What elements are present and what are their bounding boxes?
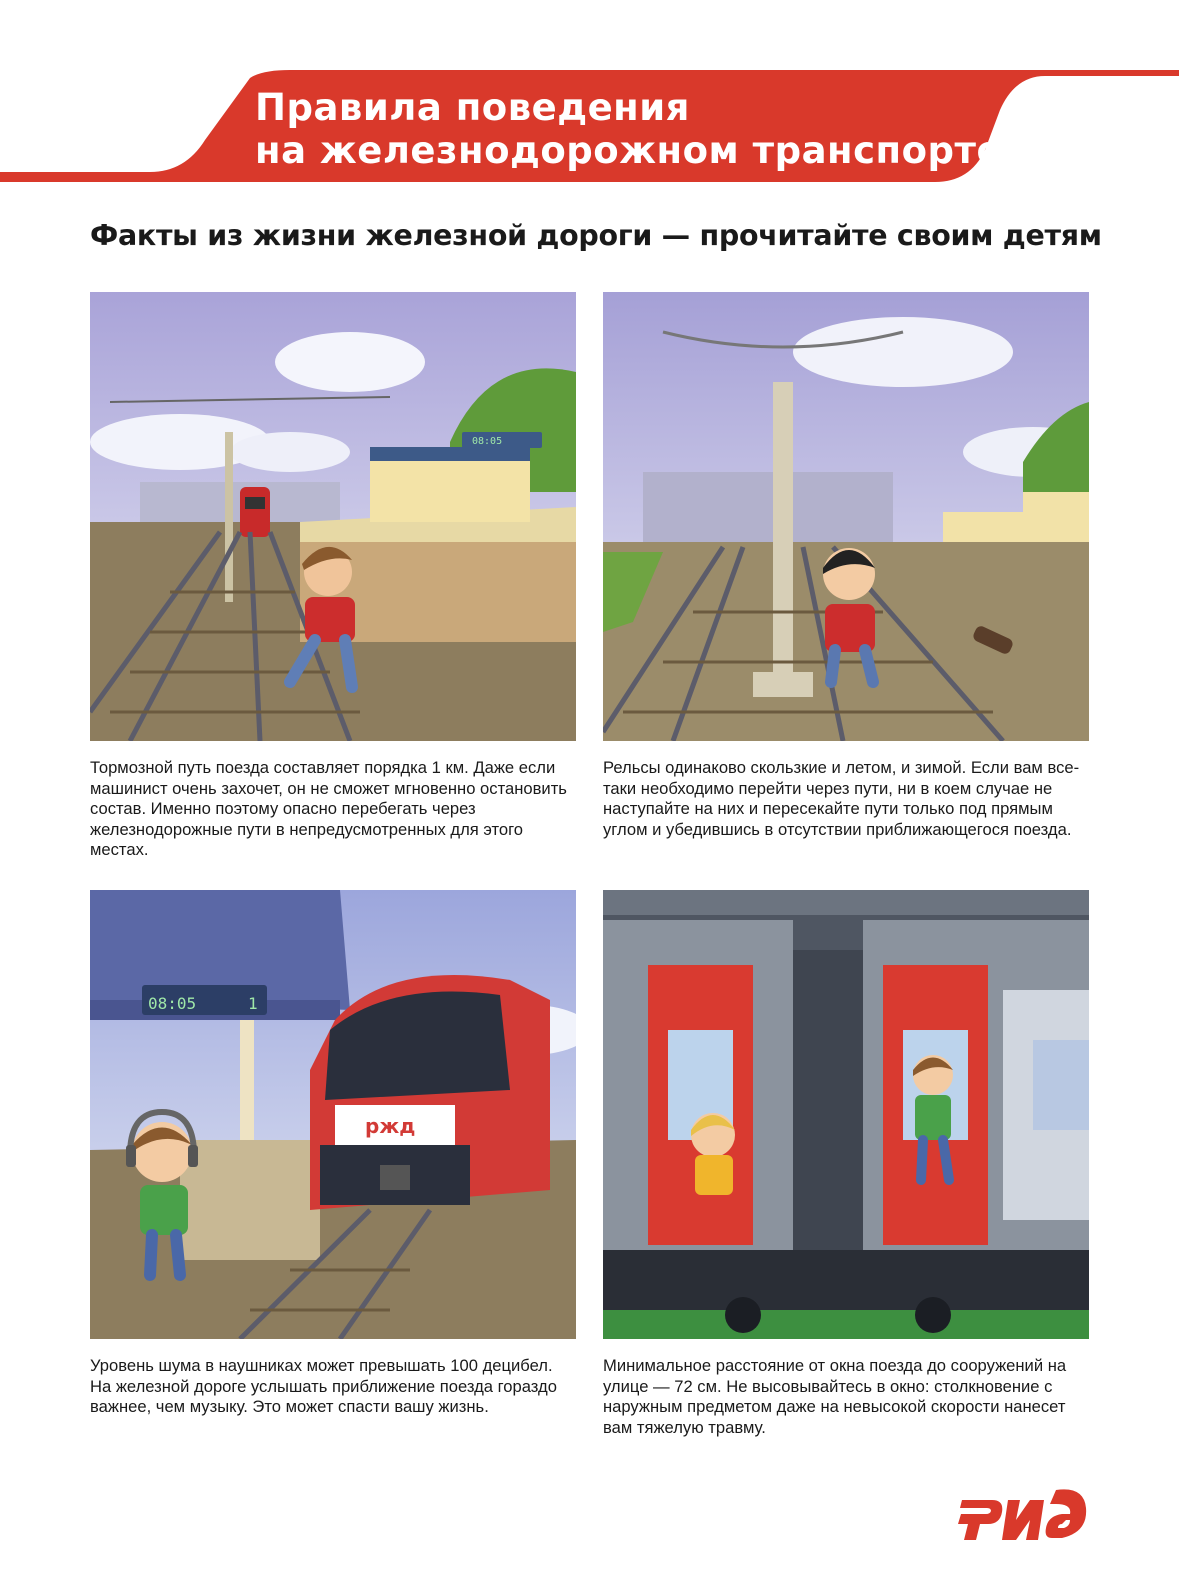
panel-slippery-rails <box>603 292 1089 840</box>
board-platform: 1 <box>248 994 258 1013</box>
caption: Рельсы одинаково скользкие и летом, и зимой. Если вам все-таки необходимо перейти через пути, ни в коем случае не наступайте на них и пересекайте пути только под прямым углом и убедившись в отсутствии приближающегося поезда. <box>603 758 1080 839</box>
illustration-boy-running-across-tracks <box>90 292 576 741</box>
title-line-2: на железнодорожном транспорте <box>255 129 1003 172</box>
panel-headphones <box>90 890 576 1418</box>
board-time: 08:05 <box>472 436 503 447</box>
caption: Уровень шума в наушниках может превышать 100 децибел. На железной дороге услышать приближение поезда гораздо важнее, чем музыку. Это может спасти вашу жизнь. <box>90 1356 557 1416</box>
panel-braking-distance <box>90 292 576 861</box>
illustration-boy-walking-on-rails <box>603 292 1089 741</box>
svg-text:ржд: ржд <box>365 1114 416 1138</box>
title-line-1: Правила поведения <box>255 86 690 129</box>
subtitle: Факты из жизни железной дороги — прочитайте своим детям <box>90 219 1102 252</box>
board-time: 08:05 <box>148 994 197 1013</box>
page-title <box>255 86 1002 172</box>
rzd-logo <box>958 1480 1090 1544</box>
caption: Минимальное расстояние от окна поезда до сооружений на улице — 72 см. Не высовывайтесь в окно: столкновение с наружным предметом даже на невысокой скорости нанесет вам тяжелую травму. <box>603 1356 1067 1437</box>
caption: Тормозной путь поезда составляет порядка 1 км. Даже если машинист очень захочет, он не сможет мгновенно остановить состав. Именно поэтому опасно перебегать через железнодорожные пути в непредусмотренных для этого местах. <box>90 758 567 859</box>
illustration-kids-at-train-windows <box>603 890 1089 1339</box>
panel-train-window <box>603 890 1089 1438</box>
illustration-boy-with-headphones-and-train <box>90 890 576 1339</box>
